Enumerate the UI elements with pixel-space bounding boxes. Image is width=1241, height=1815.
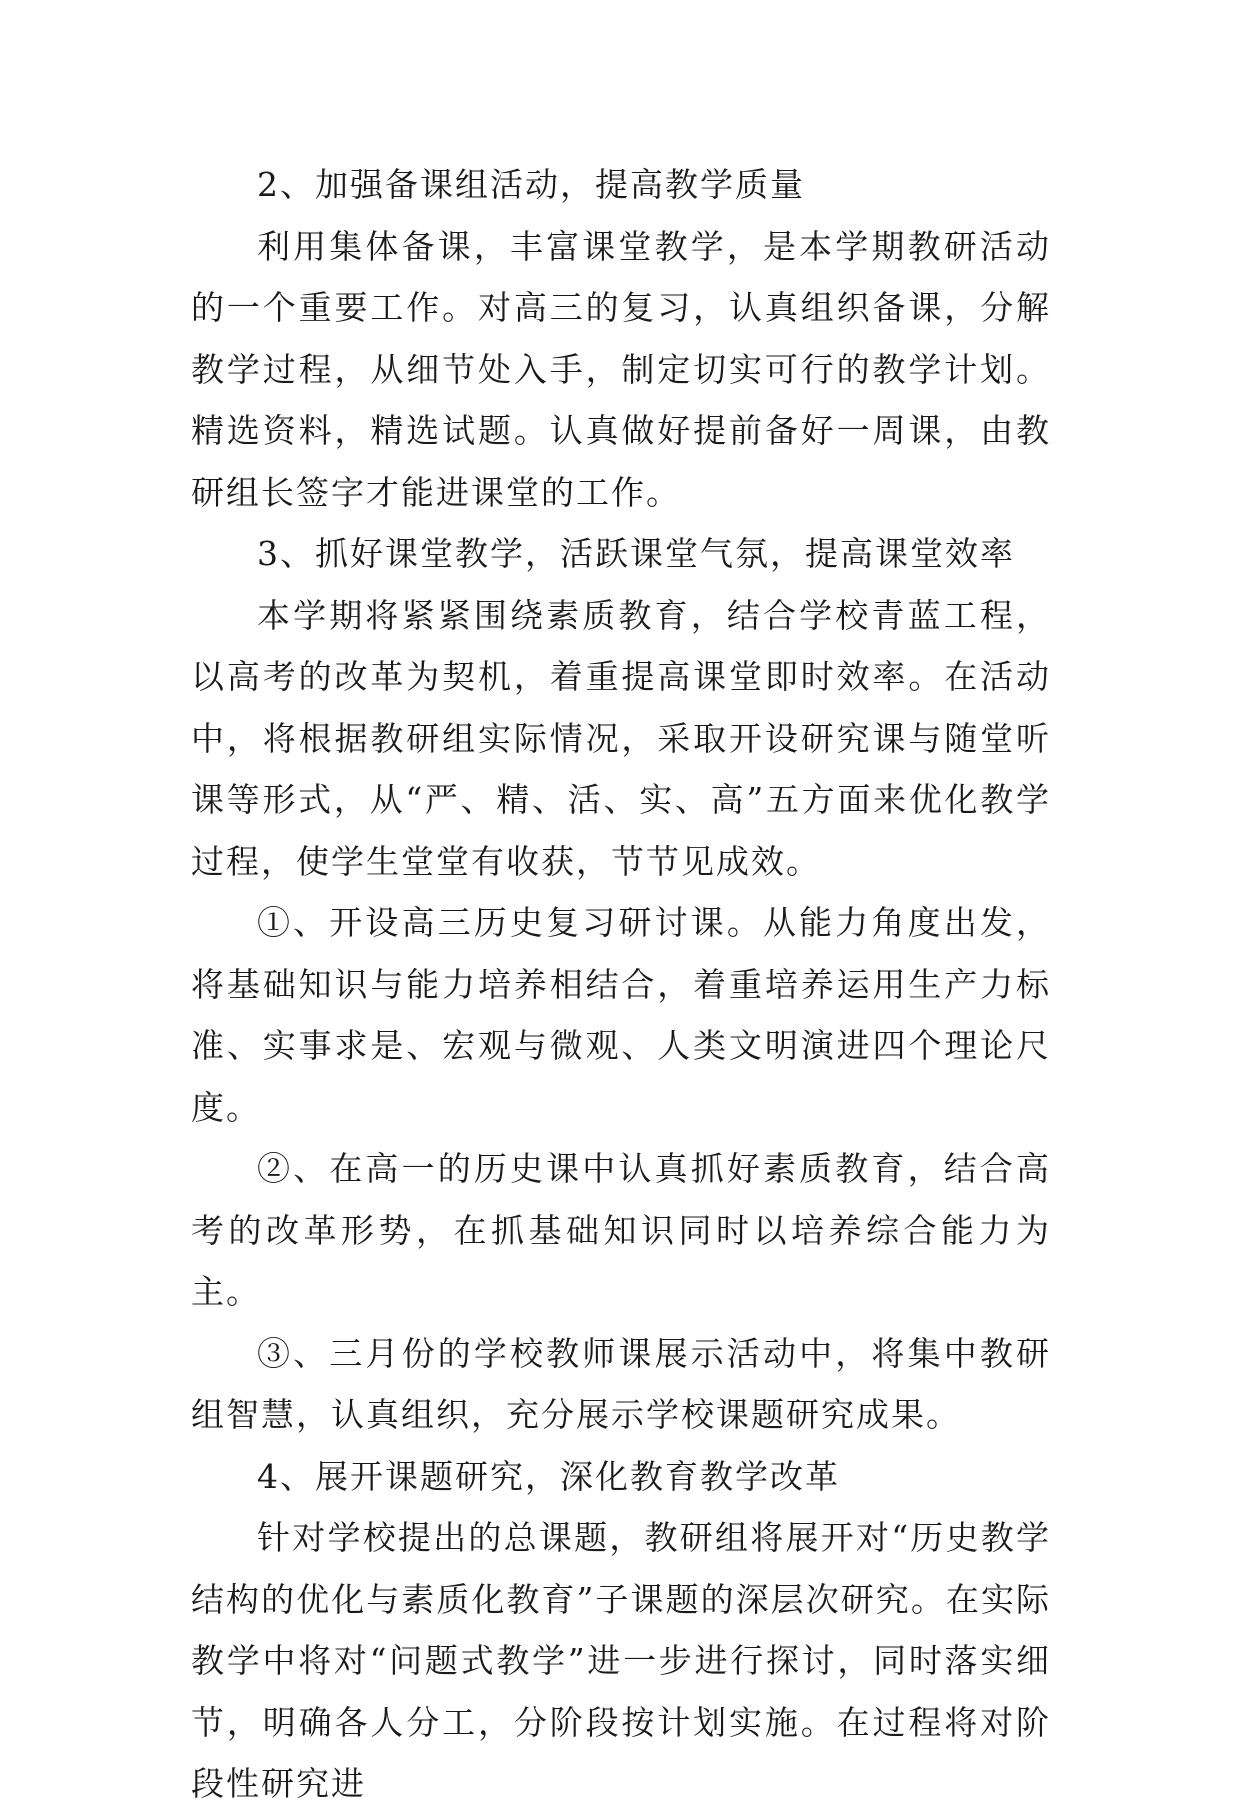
paragraph-item-1: ①、开设高三历史复习研讨课。从能力角度出发，将基础知识与能力培养相结合，着重培养运用生产力标准、实事求是、宏观与微观、人类文明演进四个理论尺度。 xyxy=(191,903,1051,1127)
section-heading-2: 2、加强备课组活动，提高教学质量 xyxy=(257,165,805,204)
document-page xyxy=(191,154,1051,1815)
paragraph-quality-education: 本学期将紧紧围绕素质教育，结合学校青蓝工程，以高考的改革为契机，着重提高课堂即时效率。在活动中，将根据教研组实际情况，采取开设研究课与随堂听课等形式，从“严、精、活、实、高”五方面来优化教学过程，使学生堂堂有收获，节节见成效。 xyxy=(191,595,1051,881)
paragraph-research-topic: 针对学校提出的总课题，教研组将展开对“历史教学结构的优化与素质化教育”子课题的深层次研究。在实际教学中将对“问题式教学”进一步进行探讨，同时落实细节，明确各人分工，分阶段按计划实施。在过程将对阶段性研究进 xyxy=(191,1518,1051,1803)
paragraph-collective-lesson-prep: 利用集体备课，丰富课堂教学，是本学期教研活动的一个重要工作。对高三的复习，认真组织备课，分解教学过程，从细节处入手，制定切实可行的教学计划。精选资料，精选试题。认真做好提前备好一周课，由教研组长签字才能进课堂的工作。 xyxy=(191,226,1051,512)
paragraph-item-2: ②、在高一的历史课中认真抓好素质教育，结合高考的改革形势，在抓基础知识同时以培养综合能力为主。 xyxy=(191,1149,1051,1311)
paragraph-item-3: ③、三月份的学校教师课展示活动中，将集中教研组智慧，认真组织，充分展示学校课题研究成果。 xyxy=(191,1333,1051,1434)
section-heading-4: 4、展开课题研究，深化教育教学改革 xyxy=(257,1456,840,1496)
section-heading-3: 3、抓好课堂教学，活跃课堂气氛，提高课堂效率 xyxy=(257,534,1015,573)
